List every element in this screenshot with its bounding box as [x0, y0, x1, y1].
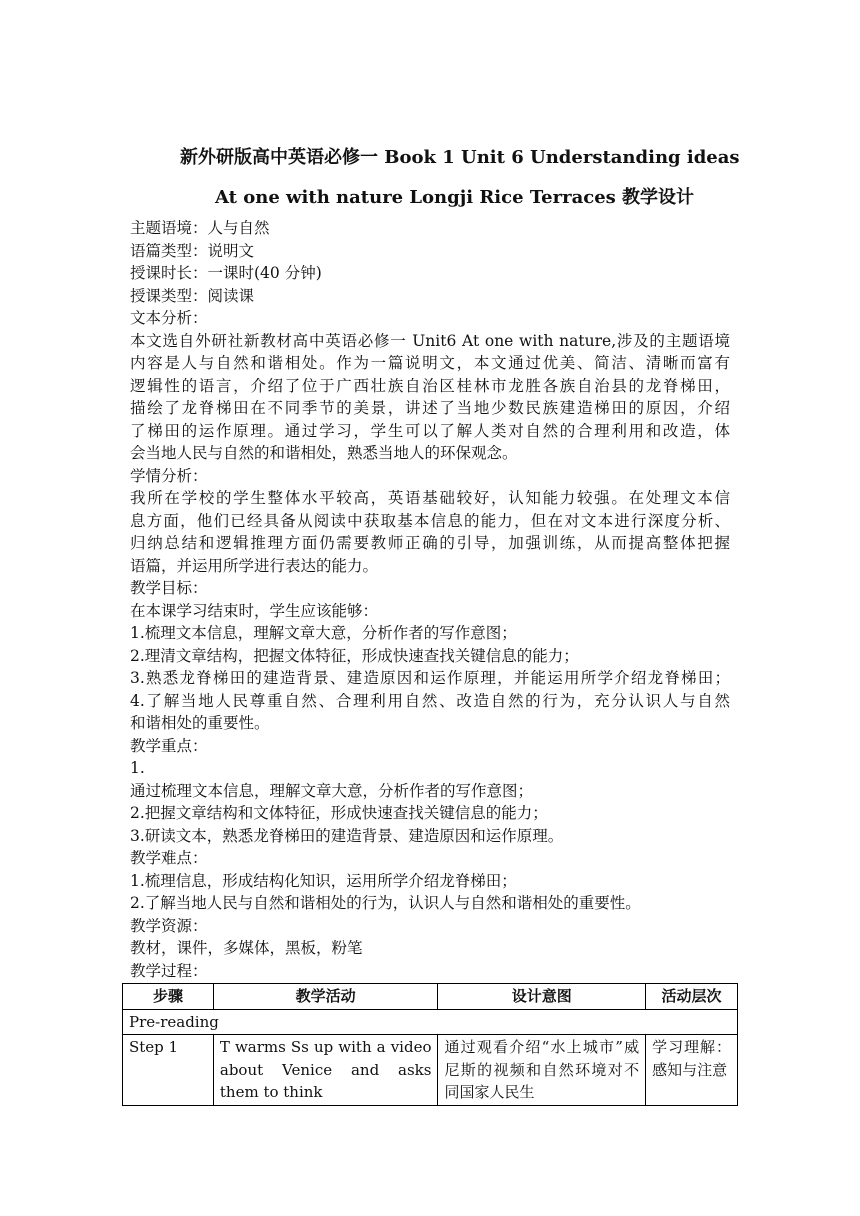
objectives-line: 1.梳理文本信息，理解文章大意，分析作者的写作意图； — [130, 624, 517, 642]
key-points-line: 1. — [130, 759, 145, 777]
table-row — [123, 1035, 738, 1106]
table-section-row — [123, 1009, 738, 1035]
column-header-step: 步骤 — [123, 984, 214, 1010]
process-table — [122, 983, 738, 1106]
column-header-level: 活动层次 — [646, 984, 738, 1010]
text-analysis-line: 本文选自外研社新教材高中英语必修一 Unit6 At one with nature,涉及的主题语境 — [130, 331, 730, 350]
text-analysis-line: 了梯田的运作原理。通过学习，学生可以了解人类对自然的合理利用和改造，体 — [130, 421, 730, 440]
text-analysis-line: 会当地人民与自然的和谐相处，熟悉当地人的环保观念。 — [130, 444, 518, 462]
column-header-intent: 设计意图 — [438, 984, 646, 1010]
difficulties-line: 2.了解当地人民与自然和谐相处的行为，认识人与自然和谐相处的重要性。 — [130, 894, 641, 912]
column-header-activity: 教学活动 — [213, 984, 438, 1010]
resources-heading: 教学资源： — [130, 916, 208, 935]
student-analysis-line: 归纳总结和逻辑推理方面仍需要教师正确的引导，加强训练，从而提高整体把握 — [130, 534, 730, 552]
process-heading: 教学过程： — [130, 961, 208, 980]
meta-duration: 授课时长：一课时(40 分钟) — [130, 264, 322, 282]
text-analysis-line: 逻辑性的语言，介绍了位于广西壮族自治区桂林市龙胜各族自治县的龙脊梯田， — [130, 376, 730, 395]
resources-line: 教材，课件，多媒体，黑板，粉笔 — [130, 939, 363, 957]
document-body — [130, 217, 730, 982]
objectives-line: 2.理清文章结构，把握文体特征，形成快速查找关键信息的能力； — [130, 646, 579, 665]
objectives-line: 3.熟悉龙脊梯田的建造背景、建造原因和运作原理，并能运用所学介绍龙脊梯田； — [130, 669, 730, 687]
section-label: Pre-reading — [123, 1009, 738, 1035]
key-points-line: 3.研读文本，熟悉龙脊梯田的建造背景、建造原因和运作原理。 — [130, 826, 564, 845]
meta-lesson-type: 授课类型：阅读课 — [130, 286, 255, 305]
table-header-row — [123, 984, 738, 1010]
key-points-line: 2.把握文章结构和文体特征，形成快速查找关键信息的能力； — [130, 804, 548, 822]
key-points-line: 通过梳理文本信息，理解文章大意，分析作者的写作意图； — [130, 781, 534, 800]
key-points-heading: 教学重点： — [130, 736, 208, 755]
text-analysis-line: 描绘了龙脊梯田在不同季节的美景，讲述了当地少数民族建造梯田的原因，介绍 — [130, 399, 730, 417]
student-analysis-line: 息方面，他们已经具备从阅读中获取基本信息的能力，但在对文本进行深度分析、 — [130, 511, 730, 530]
difficulties-heading: 教学难点： — [130, 849, 208, 867]
text-analysis-line: 内容是人与自然和谐相处。作为一篇说明文，本文通过优美、简洁、清晰而富有 — [130, 354, 730, 372]
objectives-line: 和谐相处的重要性。 — [130, 714, 270, 732]
objectives-heading: 教学目标： — [130, 579, 208, 597]
meta-text-type: 语篇类型：说明文 — [130, 241, 255, 260]
cell-activity: T warms Ss up with a video about Venice and asks them to think — [213, 1035, 438, 1106]
meta-theme: 主题语境：人与自然 — [130, 219, 270, 237]
text-analysis-heading: 文本分析： — [130, 309, 208, 327]
difficulties-line: 1.梳理信息，形成结构化知识，运用所学介绍龙脊梯田； — [130, 871, 517, 890]
cell-step: Step 1 — [123, 1035, 214, 1106]
student-analysis-line: 语篇，并运用所学进行表达的能力。 — [130, 556, 379, 575]
objectives-line: 4.了解当地人民尊重自然、合理利用自然、改造自然的行为，充分认识人与自然 — [130, 691, 730, 710]
student-analysis-heading: 学情分析： — [130, 466, 208, 485]
cell-intent: 通过观看介绍“水上城市”威尼斯的视频和自然环境对不同国家人民生 — [438, 1035, 646, 1106]
objectives-line: 在本课学习结束时，学生应该能够： — [130, 601, 379, 620]
document-title-line2: At one with nature Longji Rice Terraces 教学设计 — [215, 187, 695, 208]
document-title-line1: 新外研版高中英语必修一 Book 1 Unit 6 Understanding ideas — [180, 147, 740, 168]
student-analysis-line: 我所在学校的学生整体水平较高，英语基础较好，认知能力较强。在处理文本信 — [130, 489, 730, 507]
cell-level: 学习理解：感知与注意 — [646, 1035, 738, 1106]
